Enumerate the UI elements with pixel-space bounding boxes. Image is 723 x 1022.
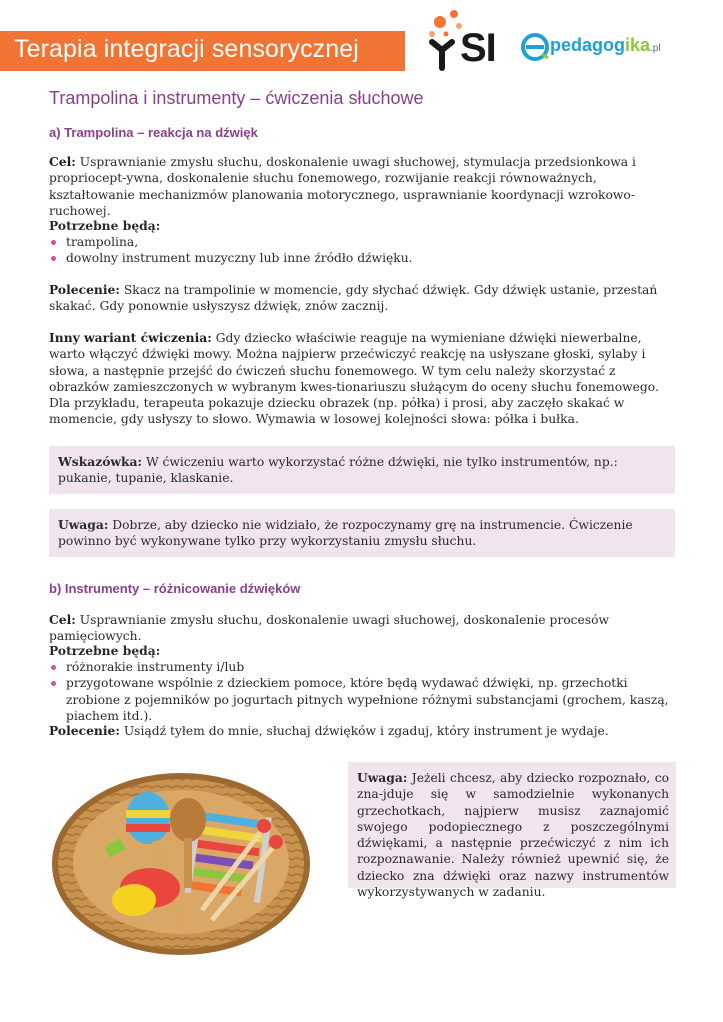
section-b-needed-list [49,659,679,724]
section-a-needed-label: Potrzebne będą: [49,218,161,233]
section-b-command: Polecenie: Usiądź tyłem do mnie, słuchaj dźwięków i zgaduj, który instrument je wydaje. [49,723,609,738]
section-b-needed-label: Potrzebne będą: [49,643,161,658]
si-logo [426,8,508,74]
note-text-b: Uwaga: Jeżeli chcesz, aby dziecko rozpoznało, co zna-jduje się w samodzielnie wykonanych grzechotkach, najpierw musisz zaznajomić swojego podopiecznego z poszczególnymi dźwiękami, a następnie przećwiczyć z nim ich rozpoznawanie. Należy również upewnić się, że dziecko zna dźwięki oraz nazwy instrumentów wykorzystywanych w zadaniu. [357,770,669,900]
list-item: przygotowane wspólnie z dzieckiem pomoce, które będą wydawać dźwięki, np. grzechotki zrobione z pojemników po jogurtach pitnych wypełnione różnymi substancjami (grochem, kaszą, piachem itd.). [49,675,679,724]
banner-title: Terapia integracji sensorycznej [14,35,359,63]
page-title: Trampolina i instrumenty – ćwiczenia słuchowe [49,88,424,108]
tip-box [49,446,675,494]
list-item: dowolny instrument muzyczny lub inne źródło dźwięku. [49,250,679,266]
note-box-a [49,509,675,557]
note-box-b [348,762,676,900]
epedagogika-logo [520,30,690,70]
note-text-a: Uwaga: Dobrze, aby dziecko nie widziało, że rozpoczynamy grę na instrumencie. Ćwiczenie powinno być wykonywane tylko przy wykorzystaniu zmysłu słuchu. [58,517,633,549]
section-a-command: Polecenie: Skacz na trampolinie w momencie, gdy słychać dźwięk. Gdy dźwięk ustanie, przestań skakać. Gdy ponownie usłyszysz dźwięk, znów zacznij. [49,282,658,314]
si-logo-text: SI [460,26,496,70]
header-banner [0,31,405,71]
section-b-heading: b) Instrumenty – różnicowanie dźwięków [49,581,301,596]
section-b-goal: Cel: Usprawnianie zmysłu słuchu, doskonalenie uwagi słuchowej, doskonalenie procesów pamięciowych. [49,612,610,644]
section-a-variant: Inny wariant ćwiczenia: Gdy dziecko właściwie reaguje na wymieniane dźwięki niewerbalne, warto włączyć dźwięki mowy. Można najpierw przećwiczyć reakcję na usłyszane głoski, sylaby i słowa, a następnie przejść do ćwiczeń słuchu fonemowego. W tym celu należy skorzystać z obrazków zamieszczonych w wybranym kwes-tionariuszu służącym do oceny słuchu fonemowego. Dla przykładu, terapeuta pokazuje dziecku obrazek (np. półka) i prosi, aby zaczęło skakać w momencie, gdy usłyszy to słowo. Wymawia w losowej kolejności słowa: półka i bułka. [49,330,659,427]
instrument-basket-image [52,760,310,960]
tip-text: Wskazówka: W ćwiczeniu warto wykorzystać różne dźwięki, nie tylko instrumentów, np.: pukanie, tupanie, klaskanie. [58,454,618,486]
epedagogika-logo-text: pedagogika.pl [550,35,661,55]
list-item: trampolina, [49,234,679,250]
section-a-goal: Cel: Usprawnianie zmysłu słuchu, doskonalenie uwagi słuchowej, stymulacja przedsionkowa i propriocept-ywna, doskonalenie słuchu fonemowego, rozwijanie reakcji równoważnych, kształtowanie mechanizmów planowania motorycznego, usprawnianie koordynacji wzrokowo-ruchowej. [49,154,636,218]
section-a-needed-list [49,234,679,267]
section-a-heading: a) Trampolina – reakcja na dźwięk [49,125,258,140]
list-item: różnorakie instrumenty i/lub [49,659,679,675]
